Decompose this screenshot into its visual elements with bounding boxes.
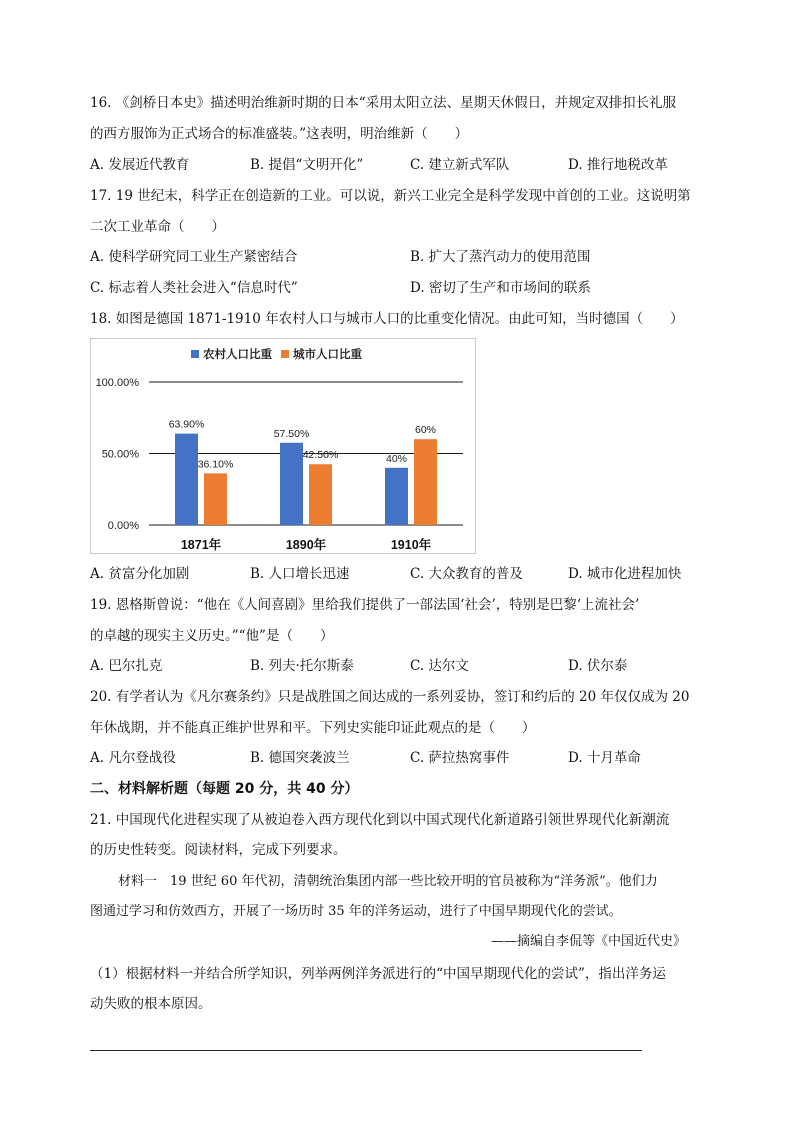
data-label: 63.90% [168, 418, 205, 431]
q21-material-line1: 材料一 19 世纪 60 年代初，清朝统治集团内部一些比较开明的官员被称为“洋务派”。他们力 [118, 874, 658, 889]
data-label: 36.10% [197, 458, 234, 471]
q17-stem-line1: 17. 19 世纪末，科学正在创造新的工业。可以说，新兴工业完全是科学发现中首创的工业。这说明第 [90, 188, 691, 204]
q16-stem-line1: 16. 《剑桥日本史》描述明治维新时期的日本“采用太阳立法、星期天休假日，并规定双排扣长礼服 [90, 95, 677, 111]
x-tick-label: 1910年 [390, 538, 432, 552]
data-label: 42.50% [302, 449, 339, 462]
y-tick-label: 50.00% [101, 448, 139, 461]
q21-sub1-line1: （1）根据材料一并结合所学知识，列举两例洋务派进行的“中国早期现代化的尝试”，指出洋务运 [90, 966, 666, 982]
q16-option-b: B. 提倡“文明开化” [250, 157, 364, 173]
q16-stem-line2: 的西方服饰为正式场合的标准盛装。”这表明，明治维新（ ） [90, 126, 469, 142]
bar-0-0 [175, 434, 198, 525]
legend-label-1: 城市人口比重 [293, 349, 362, 361]
bar-1-2 [414, 439, 437, 525]
legend-label-0: 农村人口比重 [203, 349, 272, 361]
q21-material-line2: 图通过学习和仿效西方，开展了一场历时 35 年的洋务运动，进行了中国早期现代化的尝试。 [90, 904, 622, 919]
population-chart-svg [91, 339, 475, 553]
legend-swatch-1 [281, 350, 289, 358]
data-label: 60% [414, 424, 437, 437]
q16-option-d: D. 推行地税改革 [568, 157, 668, 173]
section-2-title: 二、材料解析题（每题 20 分，共 40 分） [90, 781, 359, 797]
q21-stem-line2: 的历史性转变。阅读材料，完成下列要求。 [90, 842, 347, 858]
q20-option-d: D. 十月革命 [568, 750, 641, 766]
q18-option-a: A. 贫富分化加剧 [90, 566, 190, 582]
q19-option-d: D. 伏尔泰 [568, 658, 628, 674]
y-tick-label: 100.00% [95, 377, 139, 389]
q18-option-d: D. 城市化进程加快 [568, 566, 682, 582]
q20-stem-line2: 年休战期，并不能真正维护世界和平。下列史实能印证此观点的是（ ） [90, 720, 536, 736]
q17-option-d: D. 密切了生产和市场间的联系 [410, 280, 591, 296]
x-tick-label: 1871年 [180, 538, 222, 552]
q17-stem-line2: 二次工业革命（ ） [90, 219, 225, 235]
bar-0-1 [280, 443, 303, 525]
data-label: 57.50% [273, 427, 310, 440]
bar-0-2 [385, 468, 408, 525]
q18-option-b: B. 人口增长迅速 [250, 566, 350, 582]
legend-swatch-0 [191, 350, 199, 358]
q19-option-c: C. 达尔文 [410, 658, 469, 674]
q19-stem-line2: 的卓越的现实主义历史。”“他”是（ ） [90, 628, 334, 644]
q20-option-a: A. 凡尔登战役 [90, 750, 176, 766]
q21-material-source: ——摘编自李侃等《中国近代史》 [490, 934, 686, 949]
q16-option-c: C. 建立新式军队 [410, 157, 510, 173]
q21-stem-line1: 21. 中国现代化进程实现了从被迫卷入西方现代化到以中国式现代化新道路引领世界现代化新潮流 [90, 812, 670, 828]
q20-option-c: C. 萨拉热窝事件 [410, 750, 510, 766]
q18-stem-line1: 18. 如图是德国 1871-1910 年农村人口与城市人口的比重变化情况。由此可知，当时德国（ ） [90, 311, 684, 327]
bar-1-0 [204, 473, 227, 525]
q17-option-c: C. 标志着人类社会进入“信息时代” [90, 280, 298, 296]
q16-option-a: A. 发展近代教育 [90, 157, 190, 173]
q18-option-c: C. 大众教育的普及 [410, 566, 523, 582]
q20-stem-line1: 20. 有学者认为《凡尔赛条约》只是战胜国之间达成的一系列妥协，签订和约后的 20 年仅仅成为 20 [90, 689, 690, 705]
bar-1-1 [309, 464, 332, 525]
q20-option-b: B. 德国突袭波兰 [250, 750, 350, 766]
q19-stem-line1: 19. 恩格斯曾说：“他在《人间喜剧》里给我们提供了一部法国‘社会’，特别是巴黎‘上流社会’ [90, 597, 640, 613]
population-chart [90, 338, 476, 554]
answer-line [90, 1050, 642, 1051]
y-tick-label: 0.00% [107, 520, 139, 532]
data-label: 40% [385, 452, 408, 465]
q19-option-a: A. 巴尔扎克 [90, 658, 163, 674]
q21-sub1-line2: 动失败的根本原因。 [90, 996, 212, 1012]
q19-option-b: B. 列夫·托尔斯泰 [250, 658, 354, 674]
q17-option-b: B. 扩大了蒸汽动力的使用范围 [410, 249, 591, 265]
x-tick-label: 1890年 [285, 538, 327, 552]
q17-option-a: A. 使科学研究同工业生产紧密结合 [90, 249, 298, 265]
